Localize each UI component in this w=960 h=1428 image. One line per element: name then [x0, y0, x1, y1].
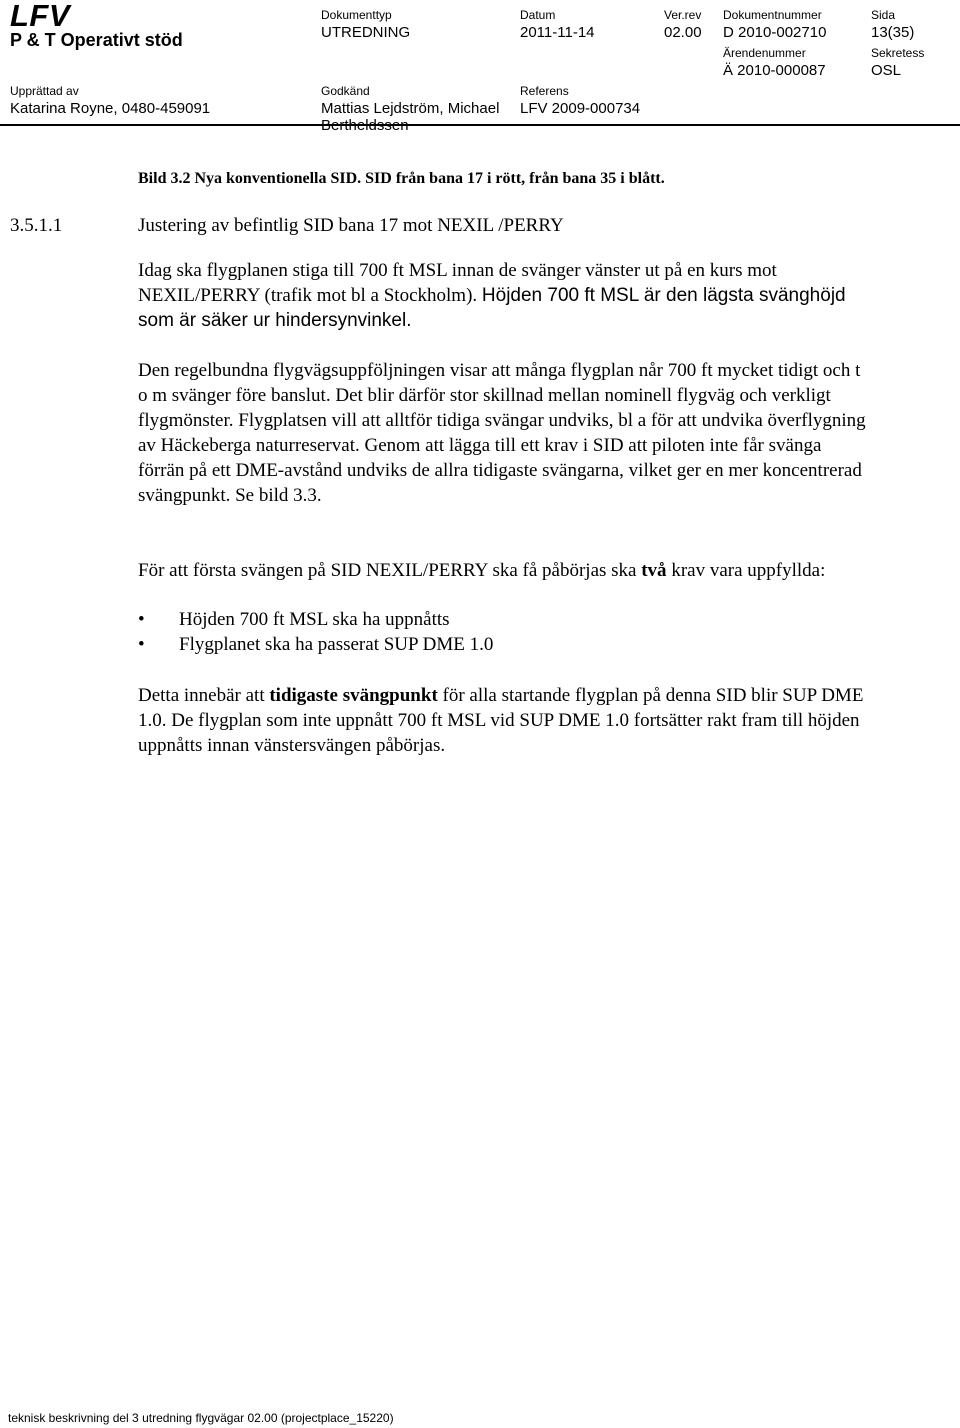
doc-type-label: Dokumenttyp: [321, 8, 392, 22]
approved-label: Godkänd: [321, 84, 370, 98]
reference: LFV 2009-000734: [520, 100, 641, 117]
header-divider: [0, 124, 960, 126]
section-number: 3.5.1.1: [10, 215, 63, 236]
paragraph-2-text-cont: Det blir därför stor skillnad mellan nominell flygväg och verkligt flygmönster. Flygplatsen vill att alltför tidiga svängar undviks, bl a för att undvika överflygning av Häckeberga naturreservat. Genom att lägga till ett krav i SID att piloten inte får svänga förrän på ett DME-avstånd undviks de allra tidigaste svängarna, vilket ger en mer koncentrerad svängpunkt. Se bild 3.3.: [138, 385, 866, 506]
organization-unit: P & T Operativt stöd: [10, 30, 183, 50]
approved-by: Mattias Lejdström, Michael Bertheldssen: [321, 100, 500, 134]
list-item: [138, 607, 493, 632]
date: 2011-11-14: [520, 24, 595, 41]
date-label: Datum: [520, 8, 556, 22]
secrecy: OSL: [871, 62, 902, 79]
case-number-label: Ärendenummer: [723, 46, 806, 60]
paragraph-3-text: För att första svängen på SID NEXIL/PERRY ska få påbörjas ska: [138, 560, 642, 581]
paragraph-3-emphasis: två: [641, 560, 667, 581]
list-item-text: Höjden 700 ft MSL ska ha uppnåtts: [179, 609, 450, 630]
section-title: Justering av befintlig SID bana 17 mot NEXIL /PERRY: [138, 215, 564, 236]
secrecy-label: Sekretess: [871, 46, 925, 60]
page-label: Sida: [871, 8, 896, 22]
page-number: 13(35): [871, 24, 915, 41]
case-number: Ä 2010-000087: [723, 62, 826, 79]
paragraph-2: [138, 358, 868, 508]
logo: LFV: [10, 0, 71, 33]
paragraph-4-text: Detta innebär att: [138, 685, 270, 706]
figure-caption: Bild 3.2 Nya konventionella SID. SID från bana 17 i rött, från bana 35 i blått.: [138, 170, 665, 187]
doc-number: D 2010-002710: [723, 24, 827, 41]
paragraph-4-text-end: för alla startande flygplan på denna SID blir SUP DME 1.0. De flygplan som inte uppnått 700 ft MSL vid SUP DME 1.0 fortsätter rakt fram till höjden uppnåtts innan vänstersvängen påbörjas.: [138, 685, 864, 756]
revision: 02.00: [664, 24, 702, 41]
bullet-icon: •: [138, 609, 145, 630]
bullet-icon: •: [138, 634, 145, 655]
footer-text: teknisk beskrivning del 3 utredning flygvägar 02.00 (projectplace_15220): [8, 1411, 394, 1425]
doc-number-label: Dokumentnummer: [723, 8, 822, 22]
author: Katarina Royne, 0480-459091: [10, 100, 211, 117]
paragraph-4: [138, 683, 868, 758]
revision-label: Ver.rev: [664, 8, 702, 22]
paragraph-1-text: Idag ska flygplanen stiga till 700 ft MSL innan de svänger vänster ut på en kurs mot NEXIL/PERRY (trafik mot bl a Stockholm).: [138, 260, 777, 306]
list-item: [138, 632, 493, 657]
paragraph-1-text-sans: Höjden 700 ft MSL är den lägsta svänghöjd som är säker ur hindersynvinkel.: [138, 285, 846, 331]
requirements-list: [138, 607, 493, 657]
reference-label: Referens: [520, 84, 569, 98]
paragraph-3-text-end: krav vara uppfyllda:: [666, 560, 826, 581]
author-label: Upprättad av: [10, 84, 79, 98]
list-item-text: Flygplanet ska ha passerat SUP DME 1.0: [179, 634, 494, 655]
paragraph-4-emphasis: tidigaste svängpunkt: [269, 685, 438, 706]
paragraph-3: [138, 558, 868, 583]
doc-type: UTREDNING: [321, 24, 411, 41]
paragraph-1: [138, 258, 868, 333]
paragraph-2-text: Den regelbundna flygvägsuppföljningen visar att många flygplan når 700 ft mycket tidigt och t o m svänger före banslut.: [138, 360, 861, 406]
